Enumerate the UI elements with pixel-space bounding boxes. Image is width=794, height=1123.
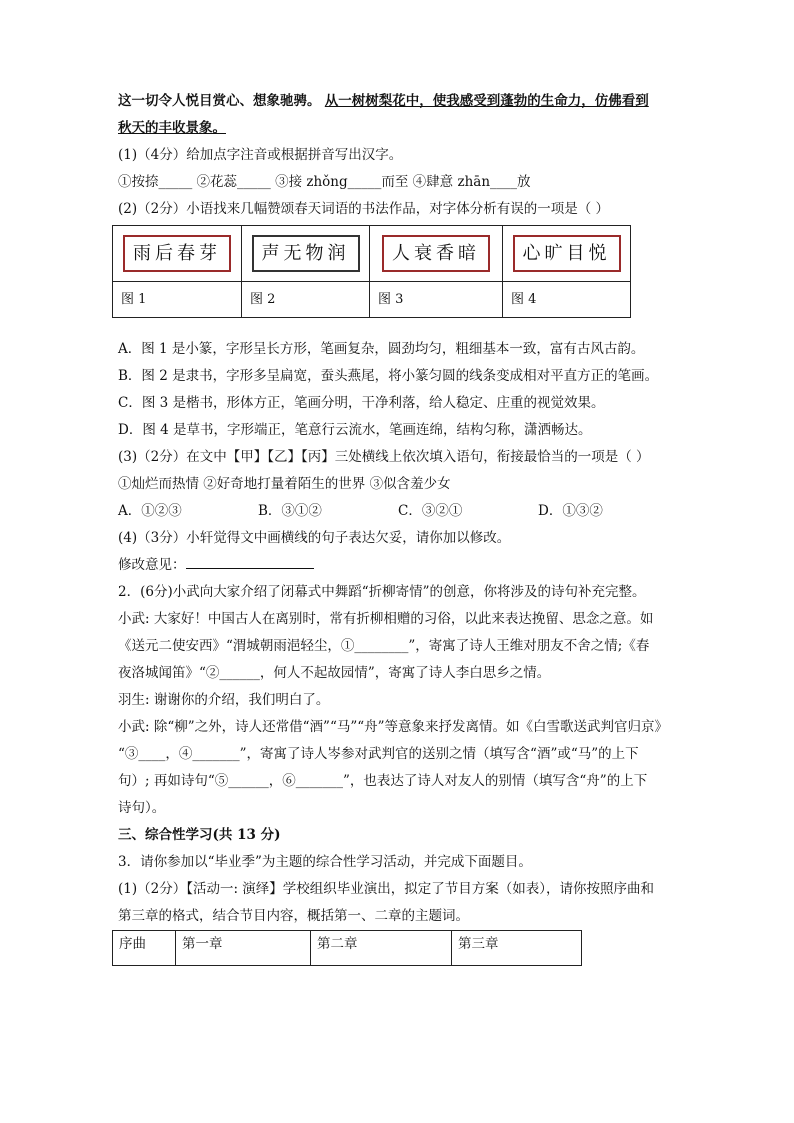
q3-options [118,498,688,525]
intro-text: 这一切令人悦目赏心、想象驰骋。 [118,93,321,109]
calligraphy-image-1: 雨后春芽 [123,235,231,272]
q3-option-c: C．③②① [398,503,463,519]
document-page [118,88,688,966]
q1-items: ①按捺_____ ②花蕊_____ ③接 zhǒng_____而至 ④肆意 zhān____放 [118,174,531,190]
q2-option-a: A．图 1 是小篆，字形呈长方形，笔画复杂，圆劲均匀，粗细基本一致，富有古风古韵。 [118,341,645,357]
answer-blank[interactable] [186,554,314,569]
figure-label-2: 图 2 [242,282,370,318]
q3-option-a: A．①②③ [118,503,182,519]
calligraphy-image-3: 人衰香暗 [382,235,490,272]
q5-line-5: 羽生: 谢谢你的介绍，我们明白了。 [118,692,330,708]
program-table [112,930,582,966]
q3-stem: (3)（2分）在文中【甲】【乙】【丙】三处横线上依次填入语句，衔接最恰当的一项是（ ） [118,449,650,465]
section-3-question: 3．请你参加以“毕业季”为主题的综合性学习活动，并完成下面题目。 [118,854,532,870]
intro-line-1 [118,88,688,115]
q4-answer [118,552,688,579]
q4-answer-label: 修改意见： [118,557,186,573]
q1-stem: (1)（4分）给加点字注音或根据拼音写出汉字。 [118,147,403,163]
q3-option-b: B．③①② [258,503,322,519]
intro-line-2: 秋天的丰收景象。 [118,120,226,136]
figure-label-4: 图 4 [503,282,631,318]
table-header-chapter-3: 第三章 [452,931,582,966]
q5-line-4: 夜洛城闻笛》“②______，何人不起故园情”，寄寓了诗人李白思乡之情。 [118,665,551,681]
q3-option-d: D．①③② [538,503,603,519]
q4-stem: (4)（3分）小轩觉得文中画横线的句子表达欠妥，请你加以修改。 [118,530,511,546]
q2-stem: (2)（2分）小语找来几幅赞颂春天词语的书法作品，对字体分析有误的一项是（ ） [118,201,610,217]
q5-line-2: 小武: 大家好！中国古人在离别时，常有折柳相赠的习俗，以此来表达挽留、思念之意。如 [118,611,654,627]
q5-line-7: “③____，④_______”，寄寓了诗人岑参对武判官的送别之情（填写含“酒”或“马”的上下 [118,746,639,762]
q5-line-6: 小武: 除“柳”之外，诗人还常借“酒”“马”“舟”等意象来抒发离情。如《白雪歌送武判官归京》 [118,719,669,735]
underlined-sentence: 从一树树梨花中，使我感受到蓬勃的生命力，仿佛看到 [324,93,649,109]
table-header-chapter-1: 第一章 [176,931,311,966]
calligraphy-table [112,225,631,318]
q5-line-1: 2．(6分)小武向大家介绍了闭幕式中舞蹈“折柳寄情”的创意，你将涉及的诗句补充完整。 [118,584,646,600]
calligraphy-image-4: 心旷目悦 [513,235,621,272]
section-3-sub-1: (1)（2分）【活动一: 演绎】学校组织毕业演出，拟定了节目方案（如表），请你按照序曲和 [118,881,655,897]
section-3-title: 三、综合性学习(共 13 分) [118,827,281,843]
section-3-sub-2: 第三章的格式，结合节目内容，概括第一、二章的主题词。 [118,908,469,924]
q5-line-9: 诗句）。 [118,800,166,816]
figure-label-1: 图 1 [113,282,242,318]
figure-label-3: 图 3 [370,282,503,318]
q5-line-8: 句）; 再如诗句“⑤______，⑥_______”，也表达了诗人对友人的别情（填写含“舟”的上下 [118,773,648,789]
table-header-prelude: 序曲 [113,931,176,966]
q3-choices: ①灿烂而热情 ②好奇地打量着陌生的世界 ③似含羞少女 [118,476,451,492]
calligraphy-image-2: 声无物润 [252,235,360,272]
q5-line-3: 《送元二使安西》“渭城朝雨浥轻尘，①________”，寄寓了诗人王维对朋友不舍之情;《春 [118,638,650,654]
q2-option-c: C．图 3 是楷书，形体方正，笔画分明，干净利落，给人稳定、庄重的视觉效果。 [118,395,605,411]
q2-option-b: B．图 2 是隶书，字形多呈扁宽，蚕头燕尾，将小篆匀圆的线条变成相对平直方正的笔画。 [118,368,659,384]
table-header-chapter-2: 第二章 [311,931,452,966]
q2-option-d: D．图 4 是草书，字形端正，笔意行云流水，笔画连绵，结构匀称，潇洒畅达。 [118,422,592,438]
